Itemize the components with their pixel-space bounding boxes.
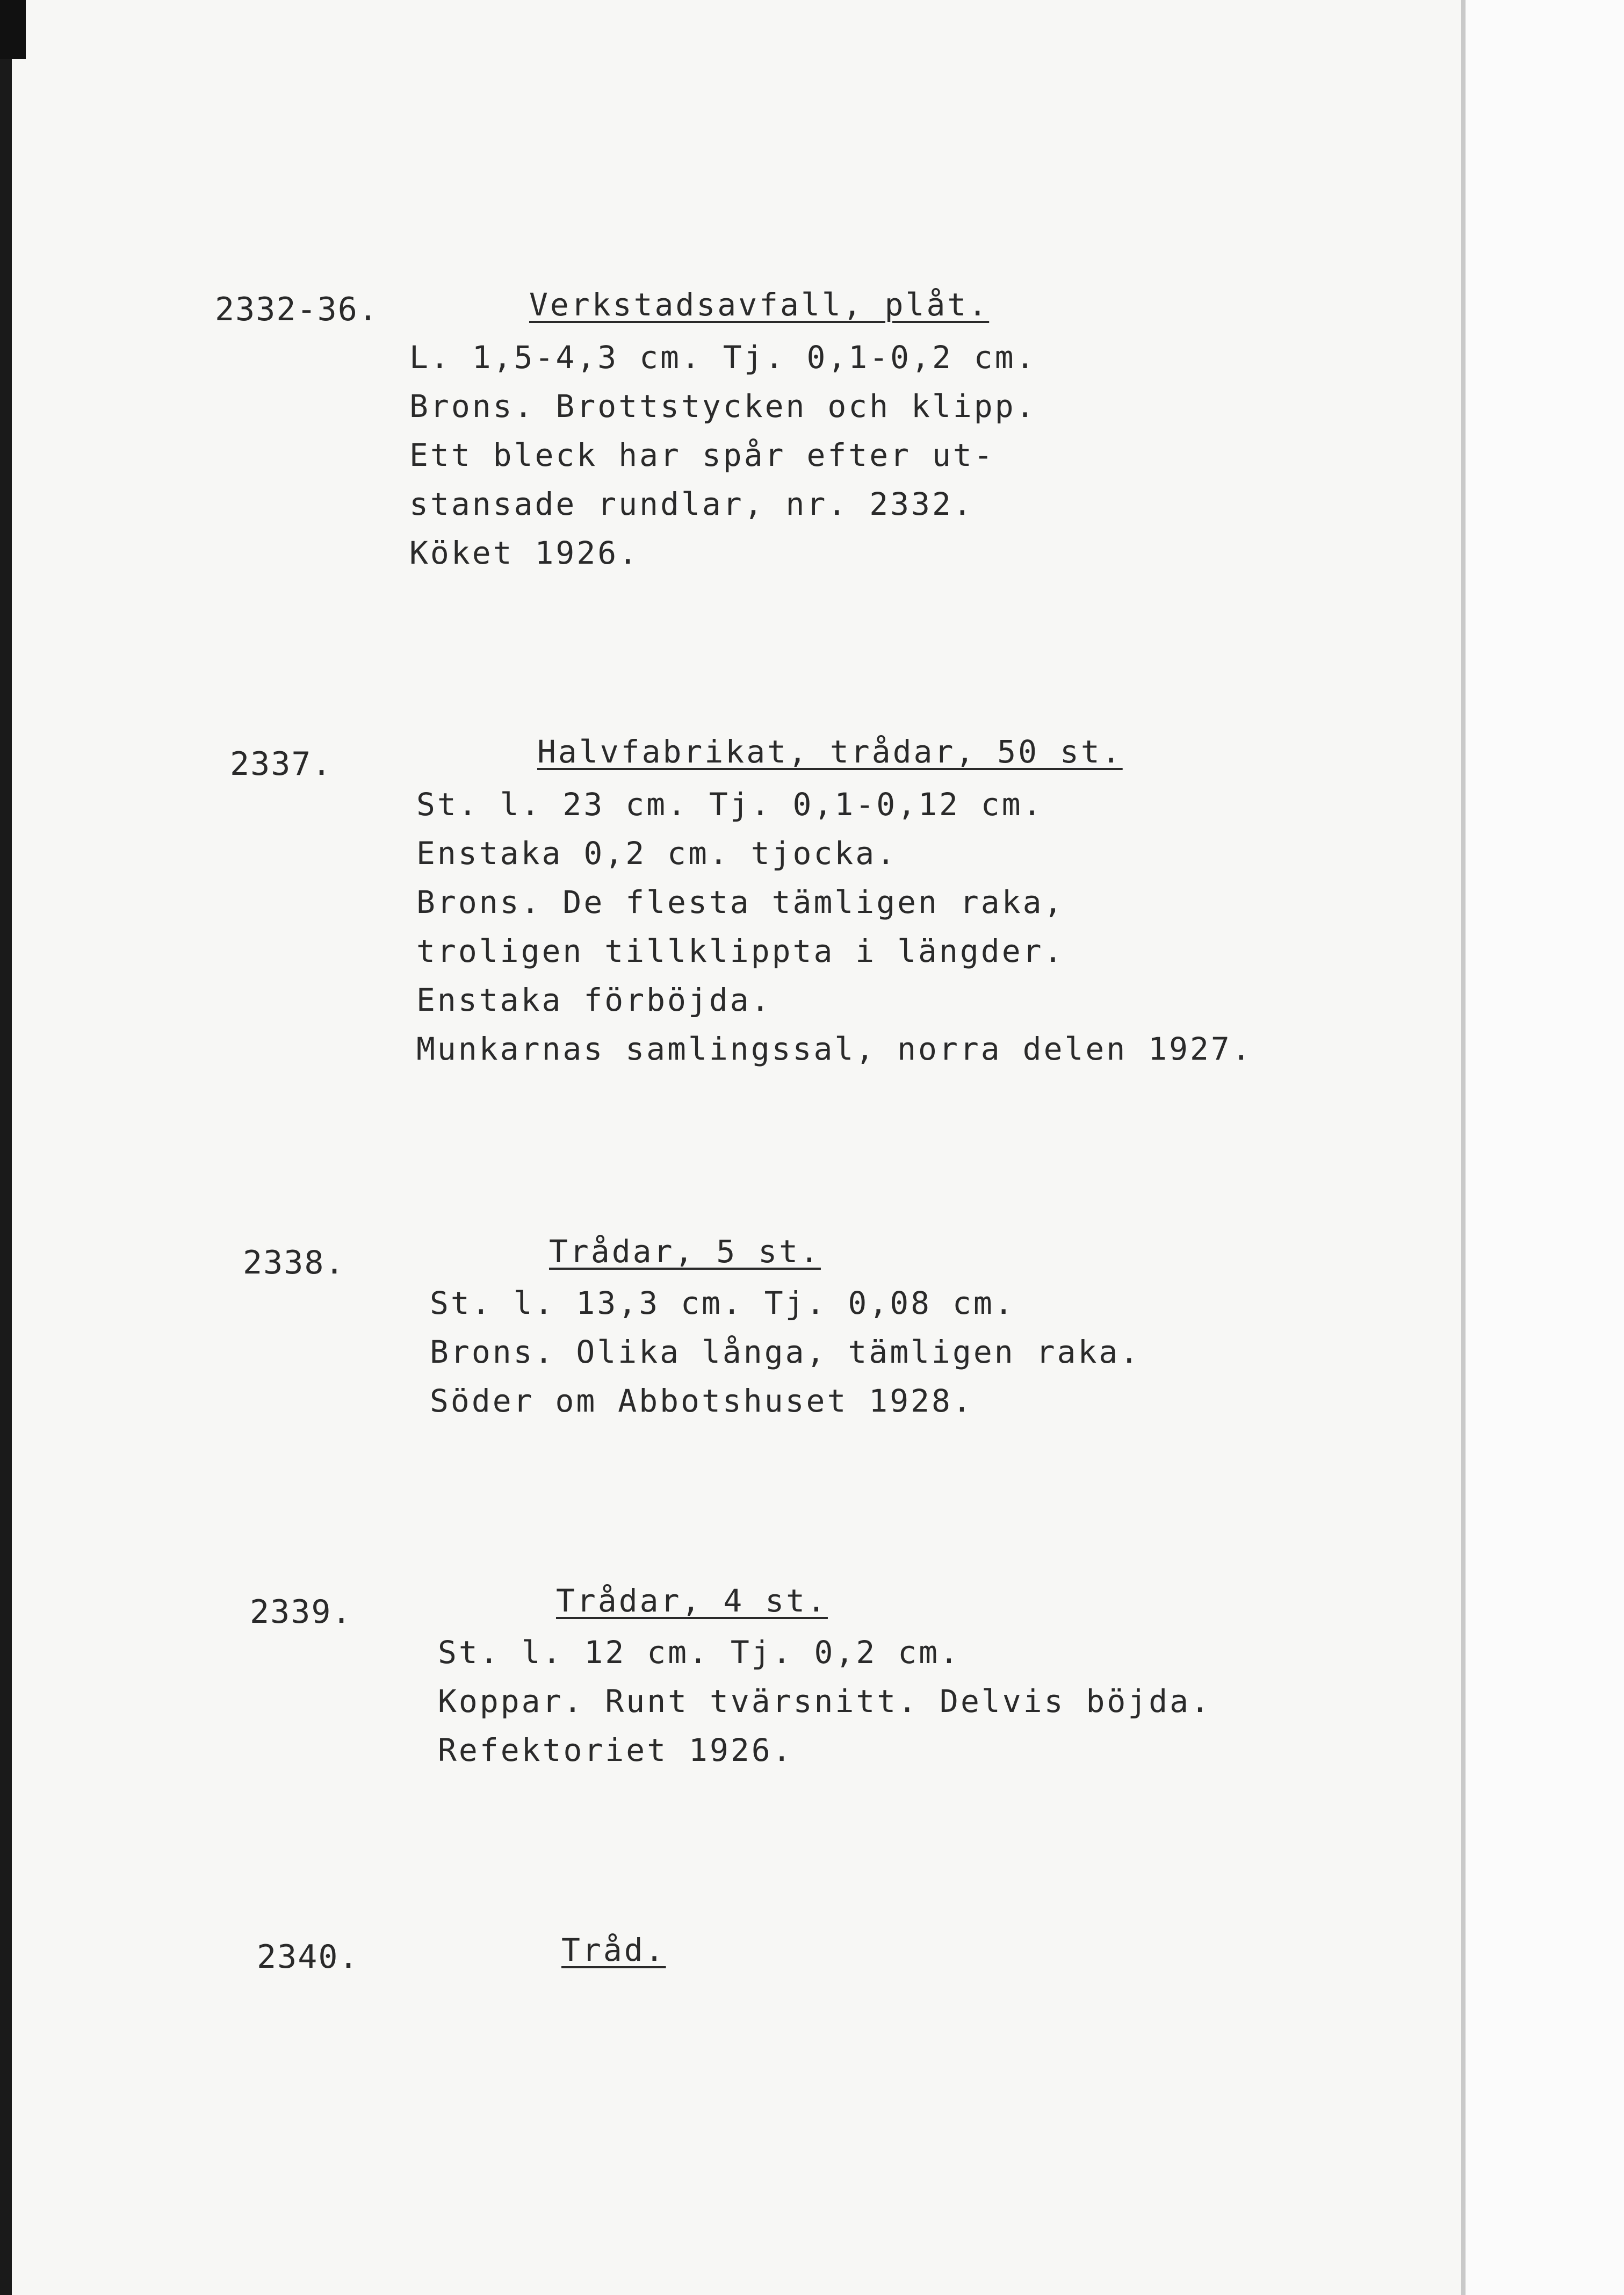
entry-title: Trådar, 5 st.	[549, 1233, 821, 1270]
description-line: troligen tillklippta i längder.	[416, 933, 1065, 969]
description-line: St. l. 13,3 cm. Tj. 0,08 cm.	[430, 1285, 1015, 1321]
description-line: Enstaka 0,2 cm. tjocka.	[416, 835, 898, 872]
entry-description	[416, 780, 1253, 1074]
entry-title: Tråd.	[561, 1932, 666, 1968]
description-line: St. l. 23 cm. Tj. 0,1-0,12 cm.	[416, 786, 1044, 823]
entry-title: Verkstadsavfall, plåt.	[529, 286, 990, 323]
description-line: L. 1,5-4,3 cm. Tj. 0,1-0,2 cm.	[409, 339, 1037, 376]
scan-right-margin	[1466, 0, 1624, 2295]
entry-description	[430, 1279, 1141, 1426]
entry-number: 2340.	[257, 1938, 359, 1976]
entry-number: 2332-36.	[215, 291, 379, 328]
entry-description	[409, 333, 1037, 578]
description-line: Enstaka förböjda.	[416, 982, 772, 1018]
description-line: Brons. Brottstycken och klipp.	[409, 388, 1037, 425]
entry-number: 2337.	[230, 745, 333, 783]
description-line: Söder om Abbotshuset 1928.	[430, 1383, 973, 1419]
scan-left-edge	[0, 0, 12, 2295]
description-line: Brons. Olika långa, tämligen raka.	[430, 1334, 1141, 1370]
entry-title: Trådar, 4 st.	[556, 1582, 828, 1619]
entry-number: 2338.	[243, 1244, 345, 1282]
entry-number: 2339.	[250, 1593, 352, 1631]
entry-description	[438, 1628, 1211, 1775]
description-line: stansade rundlar, nr. 2332.	[409, 486, 974, 522]
entry-title: Halvfabrikat, trådar, 50 st.	[537, 733, 1123, 770]
description-line: Brons. De flesta tämligen raka,	[416, 884, 1065, 920]
description-line: Ett bleck har spår efter ut-	[409, 437, 995, 473]
description-line: Köket 1926.	[409, 535, 640, 571]
page-edge-shadow	[1461, 0, 1466, 2295]
description-line: Refektoriet 1926.	[438, 1732, 793, 1768]
description-line: Koppar. Runt tvärsnitt. Delvis böjda.	[438, 1683, 1212, 1720]
description-line: St. l. 12 cm. Tj. 0,2 cm.	[438, 1634, 961, 1671]
description-line: Munkarnas samlingssal, norra delen 1927.	[416, 1031, 1253, 1067]
scan-corner-mark	[0, 0, 26, 59]
